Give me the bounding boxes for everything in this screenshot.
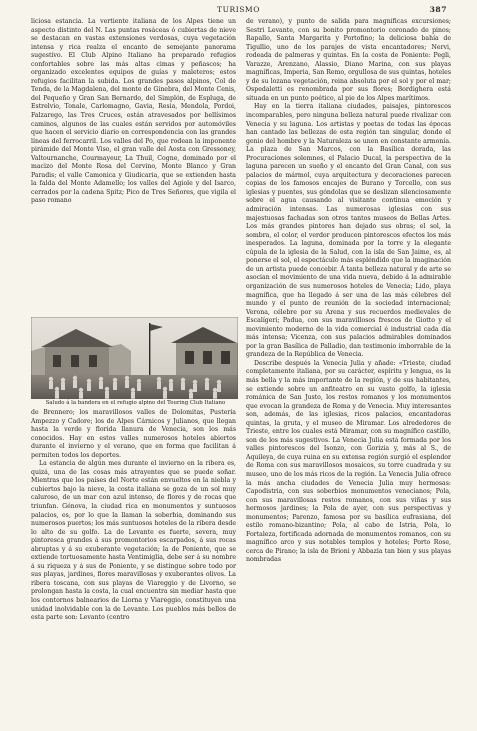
photo-flag-salute: [31, 317, 238, 399]
left-column-top: [31, 18, 236, 315]
running-title: TURISMO: [217, 5, 260, 14]
paragraph: de verano), y punto de salida para magníficas excursiones; Sestri Levante, con su bonito promontorio coronado de pinos; Rapallo, Santa Margarita y Portofino; la deliciosa bahía de Tigullio, uno de los parajes de vista encantadores; Nervi, rodeada de palmeras y quintas. En la costa de Poniente: Pegli, Varazze, Arenzano, Alassio, Diano Marina, con sus playas magníficas, Imperia, San Remo, orgullosa de sus quintas, hoteles y de su lozana vegetación, reina absoluta por el sol y por el mar; Ospedaletti es renombrada por sus flores; Bordighera está situada en un punto poético, al pie de los Alpes marítimos.: [246, 18, 451, 102]
right-column: [246, 18, 451, 700]
photo-caption: Saludo á la bandera en el refugio alpino del Touring Club Italiano: [45, 400, 226, 406]
photograph-image: [31, 317, 238, 399]
paragraph: liciosa estancia. La vertiente italiana de los Alpes tiene un aspecto distinto del N. Las puntas rosáceas ó cubiertas de nieve se destacan en vastas extensiones verdosas, cuya vegetación intensa y rica realza el encanto de semejante panorama sugestivo. El Club Alpino Italiano ha preparado refugios confortables sobre las más altas cimas y peñascos; ha organizado excelentes equipos de guías y maleteros; estos refugios facilitan la subida. Los grandes pasos alpinos, Col de Tenda, de la Magdalena, del monte de Ginebra, del Monte Cenis, del Pequeño y Gran San Bernardo, del Simplón, de Espluga, de Estrelvio, Tonale, Carlomagno, Gavia, Resia, Mendola, Pordoi, Falzarego, las Tres Cruces, están atravesados por bellísimos caminos, algunos de las cuales están servidos por automóviles que hacen el servicio diario en correspondencia con las grandes líneas del ferrocarril. Los valles del Po, que rodean la imponente pirámide del Monte Viso, el gran valle del Aosta con Gressoney, Valtournanche, Courmayeur, La Thuil, Cogne, dominado por el macizo del Monte Rosa del Cervino, Monte Blanco y Gran Paradis; el valle Camonica y Giudicaria, que se extienden hasta la falda del Monte Adamello; los valles del Agiole y del Isarco, cerrados por la cadena Spitz; Pico de Tres Señores, que vigila el paso romano: [31, 18, 236, 205]
paragraph: Hay en la tierra italiana ciudades, paisajes, pintorescos incomparables, pero ninguna belleza natural puede rivalizar con Venecia y su laguna. Los artistas y poetas de todas las épocas han cantado las bellezas de esta región tan singular, donde el genio del hombre y la Naturaleza se unen en constante armonía. La plaza de San Marcos, con la Basílica dorada, las Procuraciones solemnes, el Palacio Ducal, la perspectiva de la laguna parecen un sueño y el encanto del Gran Canal, con sus palacios de mármol, cuya arquitectura y decoraciones parecen copias de los famosos encajes de Burano y Torcello, con sus iglesias y puentes, sus góndolas que se deslizan silenciosamente sobre el agua causando al visitante continua emoción y admiración intensas. Las numerosas iglesias con sus majestuosas fachadas son otros tantos museos de Bellas Artes. Los más grandes pintores han dejado sus obras; el sol, la sombra, el color, el verdor producen pintorescos efectos los más inesperados. La laguna, dominada por la torre y la elegante cúpula de la iglesia de la Salud, con la isla de San Jaime, es, al ponerse el sol, el espectáculo más espléndido que la imaginación de un artista puede concebir. Á tanta belleza natural y de arte se asocian el movimiento de una vida nueva, debido á la admirable organización de sus numerosos hoteles de Venecia; Lido, playa magnífica, que ha llegado á ser una de las más célebres del mundo y el punto de reunión de la sociedad internacional; Verona, célebre por su Arena y sus recuerdos medievales de Escalígeri; Padua, con sus maravillosos frescos de Giotto y el movimiento moderno de la vida comercial é industrial cada día más intensa; Vicenza, con sus palacios admirables dominados por la gran Basílica de Palladio, dan testimonio imborrable de la grandeza de la República de Venecia.: [246, 103, 451, 359]
paragraph: de Brennero; los maravillosos valles de Dolomitas, Pustería Ampezzo y Cadore; los de Alpes Cárnicos y Julianos, que llegan hasta la verde y florida llanura de Venecia, son los más conocidos. Hay en estos valles numerosos hoteles abiertos durante el invierno y el verano, que en forma que facilitan á permiten todos los deportes.: [31, 409, 236, 459]
page-number: 387: [429, 5, 447, 14]
left-column-bottom: [31, 409, 236, 700]
paragraph: La estancia de algún mes durante el invierno en la ribera es, quizá, una de las cosas más atrayentes que se puede soñar. Mientras que los países del Norte están envueltos en la niebla y cubiertos bajo la nieve, la costa italiana se goza de un sol muy caluroso, de un mar con azul intenso, de flores y de rocas que triunfan. Génova, la ciudad rica en monumentos y suntuosos palacios, es, por lo que la llaman la soberbia, dominando sus numerosos puertos; los más suntuosos hoteles de la ribera desde lo alto de su golfo. La de Levante es fuerte, severa, muy pintoresca grandes á sus promontorios escarpados, á sus rocas abruptas y á su exuberante vegetación; la de Poniente, que se extiende tortuosamente hasta Ventimiglia, debe ser á su nombre á su riqueza y á sus de Poniente, y se distingue sobre todo por sus playas, jardines, flores maravillosas y exuberantes olivos. La ribera toscana, con sus playas de Viareggio y de Livorno, se prolongan hasta la costa, la cual encuentra sin mediar hasta que los contornos balnearios de Liorna y Viareggio, constituyen una unidad inolvidable con la de Levante. Los pueblos más bellos de esta parte son: Levanto (centro: [31, 460, 236, 622]
paragraph: Describe después la Venecia Julia y añade: «Trieste, ciudad completamente italiana, por su carácter, espíritu y lengua, es la más bella y la más importante de la región, y de sus habitantes, se extiende sobre un anfiteatro en su vasto golfo, la iglesia románica de San Justo, los restos romanos y los monumentos que evocan la grandeza de Roma y de Venecia. Muy interesantes son, además, de las iglesias, ricos palacios, encantadoras quintas, la gruta, y el museo de Miramar. Los alrededores de Trieste, entre los cuales está Miramar, con su magnífico castillo, son de los más sugestivos. La Venecia Julia está formada por los valles pintorescos del Isonzo, con Gorizia y, más al S., de Aquileya, de cuya ruina en su extensa región surgió el esplendor de Roma con sus maravillosos mosaicos, su torre cuadrada y su museo, uno de los más ricos de la región. La Venecia Julia ofrece la más ancha ciudades de Venecia Julia muy hermosas: Capodistria, con sus soberbios monumentos venecianos; Pola, con sus maravillosas restos romanos, con sus viñas y sus hermosos jardines; la Pola de ayer, con sus perspectivas y monumentos; Parenzo, famosa por su basílica eufrasiana, del estilo romano-bizantino; Pola, al cabo de Istria, Pola, lo Fortaleza, fortificada adornada de monumentos romanos, con su magnífico arco y sus notables templos y hoteles; Porto Rose, cerca de Pirano; la isla de Brioni y Abbazia tan bien y sus playas nombradas: [246, 359, 451, 564]
page-header: [30, 2, 447, 18]
